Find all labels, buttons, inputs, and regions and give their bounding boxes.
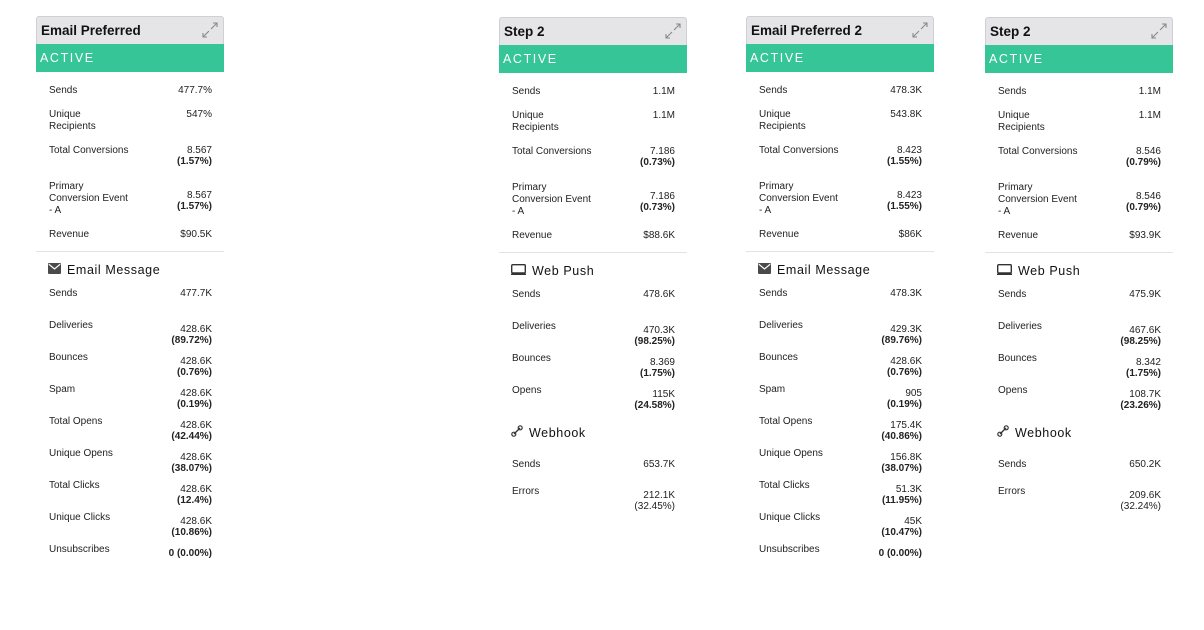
divider — [985, 252, 1173, 253]
metric-value: $90.5K — [180, 229, 212, 240]
metric-row-revenue — [998, 230, 1161, 250]
metric-row-deliveries — [998, 321, 1161, 353]
status-badge: ACTIVE — [499, 45, 687, 73]
card-header[interactable] — [36, 16, 224, 44]
envelope-icon — [48, 261, 61, 279]
metric-value-block — [634, 389, 675, 411]
metric-percent: (0.73%) — [639, 157, 675, 168]
metric-row-unsubscribes — [49, 544, 212, 576]
section-title-webhook — [985, 425, 1173, 441]
metric-label: Revenue — [998, 230, 1039, 241]
divider — [499, 252, 687, 253]
divider — [36, 251, 224, 252]
metric-label: Errors — [998, 486, 1026, 497]
metric-label: Unique Recipients — [512, 110, 559, 133]
metric-value: 428.6K — [180, 516, 212, 527]
expand-icon[interactable] — [200, 19, 220, 41]
metric-label: Opens — [998, 385, 1028, 396]
metric-value-block — [879, 548, 922, 559]
metric-value: 428.6K — [180, 484, 212, 495]
metric-percent: (38.07%) — [881, 463, 922, 474]
metric-value-block — [1120, 389, 1161, 411]
metric-value: 209.6K — [1129, 490, 1161, 501]
metric-label: Spam — [759, 384, 786, 395]
metric-value: 108.7K — [1129, 389, 1161, 400]
card-title: Email Preferred — [41, 23, 141, 38]
section-metrics — [36, 278, 224, 576]
metric-label: Spam — [49, 384, 76, 395]
metric-label: Unique Opens — [49, 448, 113, 459]
metric-row-spam — [759, 384, 922, 416]
metric-value: $93.9K — [1129, 230, 1161, 241]
metric-value-block — [653, 110, 675, 121]
metric-row-sends — [512, 289, 675, 321]
metric-percent: (24.58%) — [634, 400, 675, 411]
metric-value-block — [177, 388, 212, 410]
metric-row-revenue — [49, 229, 212, 249]
metric-percent: (32.45%) — [634, 501, 675, 512]
metric-label: Sends — [49, 85, 78, 96]
metric-row-sends — [512, 86, 675, 110]
metric-row-unsubscribes — [759, 544, 922, 576]
metric-percent: (10.86%) — [171, 527, 212, 538]
metric-row-unique-recipients — [759, 109, 922, 145]
metric-label: Deliveries — [49, 320, 93, 331]
metric-row-total-conversions — [512, 146, 675, 182]
metric-value-block — [643, 230, 675, 241]
metric-value-block — [171, 452, 212, 474]
metric-percent: (0.79%) — [1125, 157, 1161, 168]
journey-step-card[interactable] — [36, 16, 224, 576]
expand-icon[interactable] — [910, 19, 930, 41]
metric-value-block — [171, 324, 212, 346]
monitor-icon — [511, 262, 526, 280]
status-badge: ACTIVE — [985, 45, 1173, 73]
envelope-icon — [758, 261, 771, 279]
metric-value-block — [178, 85, 212, 96]
metric-value: 428.6K — [180, 356, 212, 367]
metric-value-block — [1139, 86, 1161, 97]
metric-label: Unique Opens — [759, 448, 823, 459]
metric-value-block — [634, 325, 675, 347]
metric-percent: (12.4%) — [176, 495, 212, 506]
metric-value-block — [887, 388, 922, 410]
metric-percent: (1.55%) — [886, 201, 922, 212]
summary-metrics — [499, 73, 687, 250]
metric-percent: (0.73%) — [639, 202, 675, 213]
metric-value: 8.423 — [896, 145, 922, 156]
metric-label: Total Clicks — [49, 480, 100, 491]
metric-value: 8.546 — [1135, 146, 1161, 157]
spacer — [985, 417, 1173, 421]
metric-value-block — [881, 324, 922, 346]
metric-value-block — [640, 191, 675, 213]
metric-row-primary-conversion-event-a — [998, 182, 1161, 230]
metric-value: 51.3K — [895, 484, 922, 495]
section-metrics — [499, 279, 687, 417]
metric-row-unique-recipients — [998, 110, 1161, 146]
metric-percent: (89.72%) — [171, 335, 212, 346]
metric-label: Deliveries — [998, 321, 1042, 332]
metric-value-block — [1139, 110, 1161, 121]
summary-metrics — [985, 73, 1173, 250]
metric-percent: (11.95%) — [881, 495, 922, 506]
metric-percent: (23.26%) — [1120, 400, 1161, 411]
metric-row-sends — [512, 459, 675, 486]
metric-label: Total Opens — [759, 416, 813, 427]
metric-value: 7.186 — [649, 146, 675, 157]
metric-label: Unsubscribes — [759, 544, 820, 555]
metric-value: 475.9K — [1129, 289, 1161, 300]
metric-label: Sends — [512, 86, 541, 97]
section-title-label: Web Push — [532, 264, 595, 278]
metric-label: Sends — [49, 288, 78, 299]
metric-label: Sends — [512, 459, 541, 470]
section-title-webhook — [499, 425, 687, 441]
metric-row-primary-conversion-event-a — [759, 181, 922, 229]
card-header[interactable] — [746, 16, 934, 44]
metric-value: 1.1M — [1138, 110, 1161, 121]
metric-value: 478.6K — [643, 289, 675, 300]
section-title-label: Webhook — [1015, 426, 1072, 440]
metric-label: Bounces — [759, 352, 798, 363]
section-metrics — [985, 441, 1173, 513]
metric-value-block — [887, 356, 922, 378]
metric-value-block — [186, 109, 212, 120]
section-title-label: Web Push — [1018, 264, 1081, 278]
metric-row-total-conversions — [49, 145, 212, 181]
metric-label: Total Conversions — [759, 145, 839, 156]
metric-row-unique-opens — [759, 448, 922, 480]
metric-percent: (10.47%) — [881, 527, 922, 538]
metric-row-unique-clicks — [49, 512, 212, 544]
metric-value-block — [1126, 357, 1161, 379]
metric-label: Total Clicks — [759, 480, 810, 491]
metric-percent: (1.75%) — [1125, 368, 1161, 379]
metric-label: Errors — [512, 486, 540, 497]
metric-value: 543.8K — [890, 109, 922, 120]
card-header[interactable] — [499, 17, 687, 45]
metric-value: 8.342 — [1135, 357, 1161, 368]
metric-label: Sends — [512, 289, 541, 300]
metric-value: 8.567 — [186, 190, 212, 201]
metric-value-block — [180, 229, 212, 240]
metric-value-block — [881, 420, 922, 442]
metric-row-unique-clicks — [759, 512, 922, 544]
metric-row-revenue — [512, 230, 675, 250]
metric-row-sends — [49, 288, 212, 320]
metric-value: 1.1M — [652, 86, 675, 97]
metric-value: 478.3K — [890, 85, 922, 96]
metric-value: $86K — [898, 229, 922, 240]
metric-value-block — [643, 459, 675, 470]
webhook-icon — [511, 424, 523, 442]
metric-row-unique-recipients — [49, 109, 212, 145]
metric-label: Sends — [998, 86, 1027, 97]
metric-value: 470.3K — [643, 325, 675, 336]
metric-value-block — [1129, 230, 1161, 241]
card-title: Email Preferred 2 — [751, 23, 863, 38]
metric-label: Total Conversions — [49, 145, 129, 156]
metric-label: Deliveries — [512, 321, 556, 332]
metric-value-block — [890, 288, 922, 299]
section-title-label: Email Message — [777, 263, 871, 277]
metric-row-unique-recipients — [512, 110, 675, 146]
metric-value: 428.6K — [890, 356, 922, 367]
metric-value-block — [640, 146, 675, 168]
metric-label: Revenue — [512, 230, 553, 241]
metric-row-total-clicks — [759, 480, 922, 512]
metric-value: 477.7% — [178, 85, 212, 96]
summary-metrics — [746, 72, 934, 249]
metric-value: 7.186 — [649, 191, 675, 202]
metric-value-block — [1120, 325, 1161, 347]
metric-label: Sends — [759, 288, 788, 299]
metric-row-bounces — [512, 353, 675, 385]
metric-label: Revenue — [759, 229, 800, 240]
metric-percent: (0.19%) — [886, 399, 922, 410]
metric-label: Primary Conversion Event - A — [512, 182, 591, 217]
metric-row-opens — [998, 385, 1161, 417]
metric-value-block — [634, 490, 675, 512]
metric-label: Unique Recipients — [759, 109, 806, 132]
metric-label: Sends — [998, 289, 1027, 300]
metric-value-block — [887, 145, 922, 167]
metric-value-block — [643, 289, 675, 300]
metric-row-bounces — [759, 352, 922, 384]
metric-value: 8.369 — [649, 357, 675, 368]
metric-row-primary-conversion-event-a — [512, 182, 675, 230]
metric-row-total-conversions — [998, 146, 1161, 182]
metric-percent: (1.75%) — [639, 368, 675, 379]
metric-value-block — [887, 190, 922, 212]
metric-value: 8.567 — [186, 145, 212, 156]
metric-value: 8.546 — [1135, 191, 1161, 202]
metric-label: Primary Conversion Event - A — [49, 181, 128, 216]
metric-percent: (98.25%) — [634, 336, 675, 347]
metric-row-sends — [998, 289, 1161, 321]
metric-row-primary-conversion-event-a — [49, 181, 212, 229]
metric-percent: (40.86%) — [881, 431, 922, 442]
metric-label: Total Conversions — [998, 146, 1078, 157]
metric-value-block — [1120, 490, 1161, 512]
metric-value: 1.1M — [652, 110, 675, 121]
metric-value: $88.6K — [643, 230, 675, 241]
metric-value-block — [177, 484, 212, 506]
metric-row-errors — [512, 486, 675, 513]
section-title-label: Email Message — [67, 263, 161, 277]
metric-value-block — [169, 548, 212, 559]
metric-value-block — [1129, 289, 1161, 300]
metric-row-sends — [998, 459, 1161, 486]
spacer — [499, 417, 687, 421]
metric-label: Unique Clicks — [49, 512, 111, 523]
metric-value: 477.7K — [180, 288, 212, 299]
metric-value-block — [1126, 191, 1161, 213]
metric-row-total-conversions — [759, 145, 922, 181]
metric-value-block — [881, 452, 922, 474]
status-badge: ACTIVE — [746, 44, 934, 72]
metric-percent: (42.44%) — [171, 431, 212, 442]
card-title: Step 2 — [990, 24, 1031, 39]
metric-label: Unsubscribes — [49, 544, 110, 555]
metric-value: 547% — [186, 109, 212, 120]
metric-value: 428.6K — [180, 420, 212, 431]
metric-label: Sends — [759, 85, 788, 96]
section-title-web-push — [499, 263, 687, 279]
metric-value: 156.8K — [890, 452, 922, 463]
metric-row-revenue — [759, 229, 922, 249]
metric-label: Sends — [998, 459, 1027, 470]
monitor-icon — [997, 262, 1012, 280]
metric-value: 428.6K — [180, 388, 212, 399]
metric-percent: (0.76%) — [886, 367, 922, 378]
card-header[interactable] — [985, 17, 1173, 45]
metric-value-block — [890, 109, 922, 120]
metric-row-spam — [49, 384, 212, 416]
metric-percent: (0.76%) — [176, 367, 212, 378]
metric-value: 212.1K — [643, 490, 675, 501]
metric-label: Total Conversions — [512, 146, 592, 157]
card-title: Step 2 — [504, 24, 545, 39]
metric-value: 653.7K — [643, 459, 675, 470]
metric-row-deliveries — [49, 320, 212, 352]
metric-percent: (89.76%) — [881, 335, 922, 346]
metric-label: Unique Recipients — [49, 109, 96, 132]
metric-percent: (0.19%) — [176, 399, 212, 410]
status-badge: ACTIVE — [36, 44, 224, 72]
metric-value-block — [177, 190, 212, 212]
metric-value: 478.3K — [890, 288, 922, 299]
metric-value-block — [177, 145, 212, 167]
metric-value-block — [1129, 459, 1161, 470]
metric-row-bounces — [49, 352, 212, 384]
metric-value-block — [899, 229, 922, 240]
metric-value-block — [890, 85, 922, 96]
metric-value: 115K — [652, 389, 675, 400]
metric-value: 8.423 — [896, 190, 922, 201]
metric-percent: (98.25%) — [1120, 336, 1161, 347]
metric-percent: (32.24%) — [1120, 501, 1161, 512]
journey-step-card[interactable] — [746, 16, 934, 576]
metric-label: Primary Conversion Event - A — [998, 182, 1077, 217]
metric-row-sends — [49, 85, 212, 109]
metric-value-block — [177, 356, 212, 378]
section-metrics — [985, 279, 1173, 417]
metric-label: Revenue — [49, 229, 90, 240]
section-title-email-message — [746, 262, 934, 278]
metric-value-block — [1126, 146, 1161, 168]
expand-icon[interactable] — [1149, 20, 1169, 42]
metric-value: 467.6K — [1129, 325, 1161, 336]
metric-percent: (1.57%) — [176, 156, 212, 167]
metric-value-block — [171, 516, 212, 538]
metric-row-total-opens — [759, 416, 922, 448]
metric-label: Unique Recipients — [998, 110, 1045, 133]
section-metrics — [499, 441, 687, 513]
metric-label: Total Opens — [49, 416, 103, 427]
metric-value: 428.6K — [180, 324, 212, 335]
metric-label: Bounces — [512, 353, 551, 364]
section-title-email-message — [36, 262, 224, 278]
metric-percent: (0.79%) — [1125, 202, 1161, 213]
metric-value: 0 (0.00%) — [168, 548, 212, 559]
metric-row-sends — [998, 86, 1161, 110]
metric-value: 429.3K — [890, 324, 922, 335]
metric-percent: (38.07%) — [171, 463, 212, 474]
metric-row-deliveries — [759, 320, 922, 352]
section-title-web-push — [985, 263, 1173, 279]
section-metrics — [746, 278, 934, 576]
metric-row-sends — [759, 288, 922, 320]
summary-metrics — [36, 72, 224, 249]
metric-value-block — [881, 516, 922, 538]
metric-row-sends — [759, 85, 922, 109]
metric-percent: (1.57%) — [176, 201, 212, 212]
journey-step-card[interactable] — [985, 17, 1173, 513]
metric-label: Unique Clicks — [759, 512, 821, 523]
metric-label: Bounces — [49, 352, 88, 363]
expand-icon[interactable] — [663, 20, 683, 42]
metric-row-total-clicks — [49, 480, 212, 512]
metric-row-errors — [998, 486, 1161, 513]
metric-value-block — [171, 420, 212, 442]
metric-value: 1.1M — [1138, 86, 1161, 97]
section-title-label: Webhook — [529, 426, 586, 440]
metric-row-bounces — [998, 353, 1161, 385]
metric-label: Bounces — [998, 353, 1037, 364]
metric-label: Primary Conversion Event - A — [759, 181, 838, 216]
metric-row-opens — [512, 385, 675, 417]
metric-row-deliveries — [512, 321, 675, 353]
metric-value: 0 (0.00%) — [878, 548, 922, 559]
metric-value: 905 — [905, 388, 922, 399]
metric-label: Opens — [512, 385, 542, 396]
metric-value-block — [180, 288, 212, 299]
journey-step-card[interactable] — [499, 17, 687, 513]
metric-value-block — [653, 86, 675, 97]
metric-value: 45K — [904, 516, 922, 527]
metric-label: Deliveries — [759, 320, 803, 331]
metric-percent: (1.55%) — [886, 156, 922, 167]
metric-value: 428.6K — [180, 452, 212, 463]
divider — [746, 251, 934, 252]
metric-value: 175.4K — [890, 420, 922, 431]
metric-value-block — [640, 357, 675, 379]
metric-value-block — [882, 484, 922, 506]
webhook-icon — [997, 424, 1009, 442]
metric-value: 650.2K — [1129, 459, 1161, 470]
metric-row-total-opens — [49, 416, 212, 448]
metric-row-unique-opens — [49, 448, 212, 480]
